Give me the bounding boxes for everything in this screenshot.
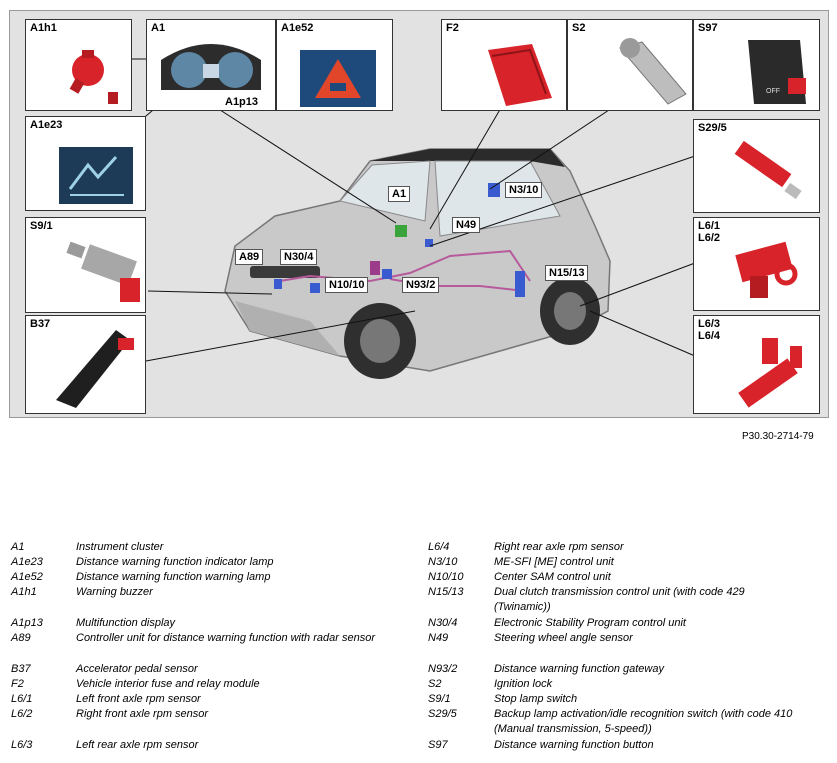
rear-axle-rpm-sensor-icon — [694, 316, 819, 413]
legend-code: S97 — [428, 739, 448, 751]
box-label: S9/1 — [30, 220, 53, 232]
legend-code: A1p13 — [11, 617, 43, 629]
callout-n93-2: N93/2 — [402, 277, 439, 293]
legend-row — [428, 738, 828, 753]
box-a1e52 — [276, 19, 393, 111]
legend-row — [428, 631, 828, 662]
legend-desc: Distance warning function indicator lamp — [76, 556, 274, 568]
legend-row — [11, 662, 411, 677]
callout-a89: A89 — [235, 249, 263, 265]
front-axle-rpm-sensor-icon — [694, 218, 819, 310]
legend-code: L6/1 — [11, 693, 33, 705]
distance-indicator-lamp-icon — [26, 117, 145, 210]
figure-reference: P30.30-2714-79 — [742, 431, 814, 442]
ignition-lock-icon — [568, 20, 692, 110]
legend-code: N15/13 — [428, 586, 464, 598]
box-label: L6/1 L6/2 — [698, 220, 721, 244]
box-label: A1h1 — [30, 22, 57, 34]
box-s97 — [693, 19, 820, 111]
legend-code: S9/1 — [428, 693, 451, 705]
legend-desc: Vehicle interior fuse and relay module — [76, 678, 260, 690]
legend-row — [11, 738, 411, 753]
box-label: S29/5 — [698, 122, 727, 134]
legend-desc: Instrument cluster — [76, 541, 164, 553]
legend-desc: Ignition lock — [494, 678, 553, 690]
legend-desc: Backup lamp activation/idle recognition switch (with code 410 (Manual transmission, 5-speed)) — [494, 708, 793, 736]
distance-warning-button-icon — [694, 20, 819, 110]
legend-row — [428, 692, 828, 707]
legend-desc: Stop lamp switch — [494, 693, 578, 705]
box-s9-1 — [25, 217, 146, 313]
fuse-relay-module-icon — [442, 20, 566, 110]
legend-code: N30/4 — [428, 617, 458, 629]
callout-n15-13: N15/13 — [545, 265, 588, 281]
box-label: A1e52 — [281, 22, 314, 34]
callout-n10-10: N10/10 — [325, 277, 368, 293]
legend-code: A1e52 — [11, 571, 43, 583]
legend-code: L6/3 — [11, 739, 33, 751]
callout-n3-10: N3/10 — [505, 182, 542, 198]
legend-row — [11, 555, 411, 570]
legend-row — [428, 662, 828, 677]
legend-code: N3/10 — [428, 556, 458, 568]
callout-n30-4: N30/4 — [280, 249, 317, 265]
component-location-diagram — [9, 10, 829, 418]
legend-row — [11, 677, 411, 692]
legend-code: A1h1 — [11, 586, 37, 598]
legend-code: A89 — [11, 632, 31, 644]
legend-code: N93/2 — [428, 663, 458, 675]
legend-code: B37 — [11, 663, 31, 675]
legend-desc: Dual clutch transmission control unit (with code 429 (Twinamic)) — [494, 586, 745, 614]
box-b37 — [25, 315, 146, 414]
legend-row — [11, 631, 411, 662]
box-s29-5 — [693, 119, 820, 213]
legend-desc: Distance warning function warning lamp — [76, 571, 271, 583]
distance-warning-lamp-icon — [277, 20, 392, 110]
legend-desc: Electronic Stability Program control unit — [494, 617, 686, 629]
legend-desc: Controller unit for distance warning function with radar sensor — [76, 632, 375, 644]
legend-row — [428, 540, 828, 555]
legend-row — [11, 540, 411, 555]
box-label: S2 — [572, 22, 586, 34]
legend-row — [428, 555, 828, 570]
warning-buzzer-icon — [26, 20, 131, 110]
box-label: L6/3 L6/4 — [698, 318, 721, 342]
legend-row — [11, 692, 411, 707]
legend-row — [11, 707, 411, 738]
legend-row — [428, 677, 828, 692]
box-label: B37 — [30, 318, 51, 330]
legend-row — [428, 616, 828, 631]
box-f2 — [441, 19, 567, 111]
box-a1 — [146, 19, 276, 111]
legend-code: A1e23 — [11, 556, 43, 568]
legend-code: L6/2 — [11, 708, 33, 720]
legend-desc: Steering wheel angle sensor — [494, 632, 633, 644]
legend-desc: Right rear axle rpm sensor — [494, 541, 624, 553]
legend-left — [11, 540, 411, 753]
box-label: A1 — [151, 22, 166, 34]
box-label-a1p13: A1p13 — [225, 96, 259, 108]
legend-desc: Center SAM control unit — [494, 571, 611, 583]
legend-desc: Distance warning function gateway — [494, 663, 664, 675]
box-label: F2 — [446, 22, 459, 34]
legend-code: F2 — [11, 678, 24, 690]
box-l6-1-l6-2 — [693, 217, 820, 311]
legend-row — [428, 570, 828, 585]
legend-code: N49 — [428, 632, 449, 644]
legend-code: L6/4 — [428, 541, 450, 553]
legend-desc: Warning buzzer — [76, 586, 153, 598]
legend-desc: ME-SFI [ME] control unit — [494, 556, 614, 568]
legend-row — [11, 570, 411, 585]
box-label: S97 — [698, 22, 718, 34]
callout-a1: A1 — [388, 186, 410, 202]
legend-code: N10/10 — [428, 571, 464, 583]
legend-row — [428, 707, 828, 738]
legend-row — [11, 585, 411, 616]
legend-row — [428, 585, 828, 616]
accelerator-pedal-icon — [26, 316, 145, 413]
box-a1h1 — [25, 19, 132, 111]
legend-row — [11, 616, 411, 631]
legend-desc: Left front axle rpm sensor — [76, 693, 201, 705]
legend-desc: Right front axle rpm sensor — [76, 708, 209, 720]
legend-desc: Accelerator pedal sensor — [76, 663, 198, 675]
legend-desc: Distance warning function button — [494, 739, 654, 751]
legend-code: S29/5 — [428, 708, 457, 720]
legend-code: S2 — [428, 678, 442, 690]
box-label: A1e23 — [30, 119, 63, 131]
backup-lamp-switch-icon — [694, 120, 819, 212]
callout-n49: N49 — [452, 217, 480, 233]
legend-desc: Left rear axle rpm sensor — [76, 739, 199, 751]
box-l6-3-l6-4 — [693, 315, 820, 414]
stop-lamp-switch-icon — [26, 218, 145, 312]
box-s2 — [567, 19, 693, 111]
legend-right — [428, 540, 828, 753]
legend-desc: Multifunction display — [76, 617, 176, 629]
box-a1e23 — [25, 116, 146, 211]
s97-off-text: OFF — [766, 88, 780, 95]
legend-code: A1 — [11, 541, 25, 553]
